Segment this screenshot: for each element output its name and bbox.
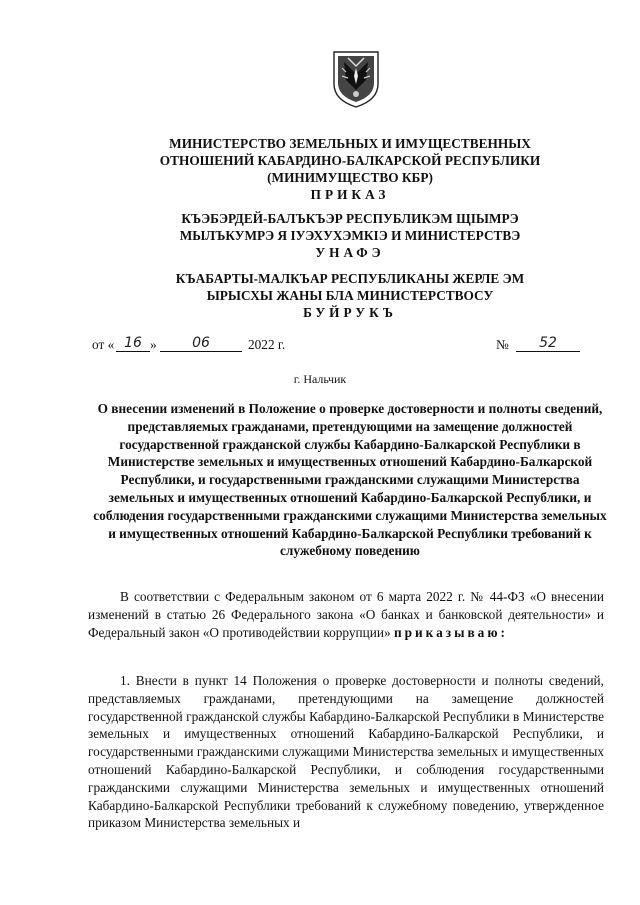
date-month: 06 <box>160 335 242 352</box>
date-prefix: от « <box>92 337 115 352</box>
item-1-paragraph: 1. Внести в пункт 14 Положения о проверке достоверности и полноты сведений, представляемых гражданами, претендующими на замещение должностей государственной гражданской службы Кабардино-Балкарской Республики в Министерстве земельных и имущественных отношений Кабардино-Балкарской Республики, и государственными гражданскими служащими Министерства земельных и имущественных отношений Кабардино-Балкарской Республики, и соблюдения государственными гражданскими служащими Министерства земельных и имущественных отношений Кабардино-Балкарской Республики требований к служебному поведению, утвержденное приказом Министерства земельных и <box>88 673 604 831</box>
number-label: № <box>496 337 509 352</box>
order-word-kab: УНАФЭ <box>315 245 385 260</box>
header-line: ОТНОШЕНИЙ КАБАРДИНО-БАЛКАРСКОЙ РЕСПУБЛИКИ <box>159 153 541 168</box>
preamble-paragraph <box>88 588 604 641</box>
ministry-header-bal <box>90 270 610 321</box>
order-word-ru: ПРИКАЗ <box>310 187 390 202</box>
ministry-header-ru <box>90 135 610 203</box>
order-word: приказываю: <box>393 624 508 640</box>
header-line: КЪАБАРТЫ-МАЛКЪАР РЕСПУБЛИКАНЫ ЖЕРЛЕ ЭМ <box>175 271 525 286</box>
ministry-header-kab <box>90 210 610 261</box>
date-day: 16 <box>116 335 150 352</box>
header-line: КЪЭБЭРДЕЙ-БАЛЪКЪЭР РЕСПУБЛИКЭМ ЩIЫМРЭ <box>181 211 519 226</box>
order-number: 52 <box>516 335 580 352</box>
preamble-text: В соответствии с Федеральным законом от 6 марта 2022 г. № 44-ФЗ «О внесении изменений в статью 26 Федерального закона «О банках и банковской деятельности» и Федеральный закон «О противодействии коррупции» <box>88 589 604 640</box>
header-line: (МИНИМУЩЕСТВО КБР) <box>267 170 433 185</box>
header-line: ЫРЫСХЫ ЖАНЫ БЛА МИНИСТЕРСТВОСУ <box>206 288 494 303</box>
header-line: МЫЛЪКУМРЭ Я IУЭХУХЭМКIЭ И МИНИСТЕРСТВЭ <box>179 228 521 243</box>
date-year: 2022 г. <box>248 337 286 352</box>
order-word-bal: БУЙРУКЪ <box>303 305 397 320</box>
date-number-line <box>92 335 612 355</box>
coat-of-arms-icon <box>328 50 384 108</box>
document-title: О внесении изменений в Положение о проверке достоверности и полноты сведений, представляемых гражданами, претендующими на замещение должностей государственной гражданской службы Кабардино-Балкарской Республики в Министерстве земельных и имущественных отношений Кабардино-Балкарской Республики, и государственными гражданскими служащими Министерства земельных и имущественных отношений Кабардино-Балкарской Республики, и соблюдения государственными гражданскими служащими Министерства земельных и имущественных отношений Кабардино-Балкарской Республики требований к служебному поведению <box>93 401 607 559</box>
header-line: МИНИСТЕРСТВО ЗЕМЕЛЬНЫХ И ИМУЩЕСТВЕННЫХ <box>169 136 531 151</box>
date-quote: » <box>150 337 157 352</box>
city: г. Нальчик <box>293 372 347 386</box>
